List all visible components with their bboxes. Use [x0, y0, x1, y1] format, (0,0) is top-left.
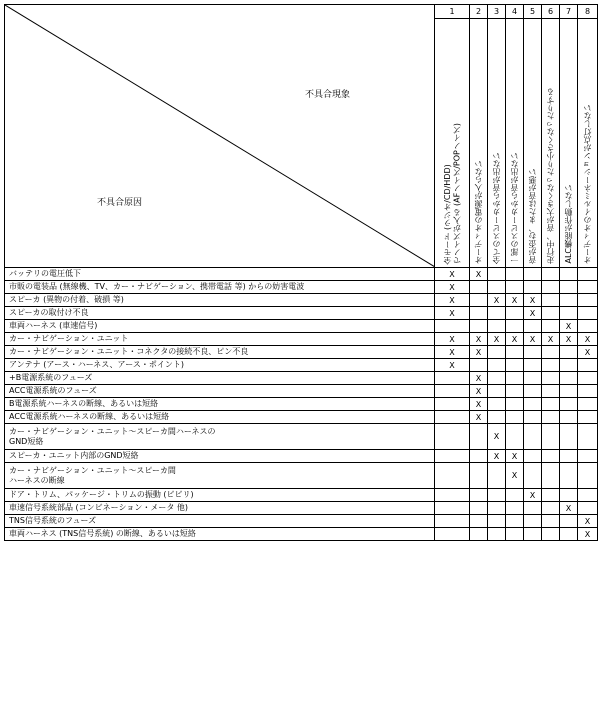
mark-cell-col-5: X	[524, 307, 542, 320]
mark-cell-col-5	[524, 398, 542, 411]
mark-cell-col-6	[542, 515, 560, 528]
mark-cell-col-3	[488, 515, 506, 528]
mark-cell-col-2: X	[470, 268, 488, 281]
mark-cell-col-2	[470, 359, 488, 372]
mark-cell-col-2: X	[470, 333, 488, 346]
mark-cell-col-3	[488, 398, 506, 411]
mark-cell-col-2	[470, 294, 488, 307]
table-row	[5, 268, 598, 281]
phenomenon-2-label: オーディオの電源が入らない	[473, 160, 483, 264]
mark-cell-col-4	[506, 528, 524, 541]
mark-cell-col-2: X	[470, 372, 488, 385]
table-row	[5, 398, 598, 411]
mark-cell-col-5	[524, 450, 542, 463]
cause-cell: 市販の電装品 (無線機、TV、カー・ナビゲーション、携帯電話 等) からの妨害電波	[5, 281, 435, 294]
mark-cell-col-7	[560, 515, 578, 528]
cause-cell: スピーカの取付け不良	[5, 307, 435, 320]
mark-cell-col-4: X	[506, 450, 524, 463]
table-row	[5, 385, 598, 398]
table-row	[5, 450, 598, 463]
mark-cell-col-6	[542, 411, 560, 424]
cause-label: 不具合原因	[97, 198, 143, 208]
mark-cell-col-4: X	[506, 294, 524, 307]
phenomenon-label: 不具合現象	[305, 90, 351, 100]
table-row	[5, 320, 598, 333]
mark-cell-col-8	[578, 398, 598, 411]
mark-cell-col-6: X	[542, 333, 560, 346]
mark-cell-col-1	[435, 489, 470, 502]
mark-cell-col-8	[578, 450, 598, 463]
mark-cell-col-6	[542, 281, 560, 294]
mark-cell-col-2	[470, 450, 488, 463]
mark-cell-col-6	[542, 294, 560, 307]
mark-cell-col-8: X	[578, 333, 598, 346]
mark-cell-col-8	[578, 359, 598, 372]
mark-cell-col-5	[524, 463, 542, 489]
mark-cell-col-1	[435, 320, 470, 333]
mark-cell-col-8	[578, 385, 598, 398]
mark-cell-col-2	[470, 307, 488, 320]
mark-cell-col-6	[542, 502, 560, 515]
mark-cell-col-3: X	[488, 294, 506, 307]
table-row	[5, 502, 598, 515]
mark-cell-col-5: X	[524, 294, 542, 307]
mark-cell-col-5	[524, 515, 542, 528]
mark-cell-col-4	[506, 359, 524, 372]
mark-cell-col-5	[524, 320, 542, 333]
mark-cell-col-7	[560, 294, 578, 307]
mark-cell-col-7	[560, 281, 578, 294]
table-row	[5, 359, 598, 372]
mark-cell-col-7	[560, 307, 578, 320]
mark-cell-col-6	[542, 268, 560, 281]
column-label-cell-8	[578, 19, 598, 268]
mark-cell-col-7	[560, 398, 578, 411]
cause-cell: B電源系統ハーネスの断線、あるいは短絡	[5, 398, 435, 411]
mark-cell-col-2	[470, 489, 488, 502]
mark-cell-col-1	[435, 463, 470, 489]
mark-cell-col-7	[560, 463, 578, 489]
mark-cell-col-6	[542, 385, 560, 398]
mark-cell-col-1	[435, 502, 470, 515]
cause-cell: TNS信号系統のフューズ	[5, 515, 435, 528]
mark-cell-col-5	[524, 502, 542, 515]
mark-cell-col-4	[506, 411, 524, 424]
mark-cell-col-7	[560, 346, 578, 359]
mark-cell-col-7	[560, 372, 578, 385]
mark-cell-col-8	[578, 424, 598, 450]
diagonal-divider	[5, 5, 435, 267]
cause-cell: ACC電源系統ハーネスの断線、あるいは短絡	[5, 411, 435, 424]
mark-cell-col-4	[506, 385, 524, 398]
mark-cell-col-3	[488, 320, 506, 333]
phenomenon-1-label: 全モード (ラジオ/CD/HDD) でノイズが入る (AFノイズ/POPノイズ)	[442, 122, 461, 264]
mark-cell-col-6	[542, 359, 560, 372]
mark-cell-col-5	[524, 268, 542, 281]
mark-cell-col-6	[542, 320, 560, 333]
mark-cell-col-5	[524, 411, 542, 424]
cause-cell: ACC電源系統のフューズ	[5, 385, 435, 398]
mark-cell-col-1: X	[435, 359, 470, 372]
mark-cell-col-2: X	[470, 398, 488, 411]
cause-cell: カー・ナビゲーション・ユニット〜スピーカ間 ハーネスの断線	[5, 463, 435, 489]
mark-cell-col-4	[506, 398, 524, 411]
mark-cell-col-6	[542, 372, 560, 385]
mark-cell-col-1	[435, 450, 470, 463]
column-label-cell-6	[542, 19, 560, 268]
mark-cell-col-8: X	[578, 515, 598, 528]
table-row	[5, 411, 598, 424]
mark-cell-col-8	[578, 268, 598, 281]
mark-cell-col-7	[560, 385, 578, 398]
table-row	[5, 515, 598, 528]
mark-cell-col-7: X	[560, 502, 578, 515]
mark-cell-col-3	[488, 359, 506, 372]
table-row	[5, 424, 598, 450]
column-number-3: 3	[488, 5, 506, 19]
mark-cell-col-6	[542, 346, 560, 359]
mark-cell-col-4	[506, 515, 524, 528]
mark-cell-col-8	[578, 294, 598, 307]
mark-cell-col-8: X	[578, 528, 598, 541]
mark-cell-col-3: X	[488, 450, 506, 463]
mark-cell-col-8: X	[578, 346, 598, 359]
table-row	[5, 281, 598, 294]
mark-cell-col-3	[488, 528, 506, 541]
mark-cell-col-7: X	[560, 333, 578, 346]
mark-cell-col-3	[488, 411, 506, 424]
mark-cell-col-5	[524, 424, 542, 450]
mark-cell-col-5: X	[524, 333, 542, 346]
column-number-2: 2	[470, 5, 488, 19]
mark-cell-col-1: X	[435, 268, 470, 281]
table-row	[5, 463, 598, 489]
mark-cell-col-4	[506, 320, 524, 333]
mark-cell-col-4	[506, 268, 524, 281]
mark-cell-col-5	[524, 528, 542, 541]
troubleshooting-matrix	[4, 4, 598, 541]
phenomenon-5-label: 音が歪む、または音が悪い	[527, 168, 537, 264]
cause-cell: +B電源系統のフューズ	[5, 372, 435, 385]
column-label-cell-4	[506, 19, 524, 268]
matrix-body	[5, 5, 598, 541]
mark-cell-col-6	[542, 450, 560, 463]
mark-cell-col-1	[435, 398, 470, 411]
mark-cell-col-8	[578, 489, 598, 502]
mark-cell-col-1	[435, 385, 470, 398]
mark-cell-col-5	[524, 346, 542, 359]
column-number-1: 1	[435, 5, 470, 19]
table-row	[5, 307, 598, 320]
column-label-cell-2	[470, 19, 488, 268]
mark-cell-col-3	[488, 307, 506, 320]
mark-cell-col-8	[578, 372, 598, 385]
cause-cell: ドア・トリム、パッケージ・トリムの振動 (ビビリ)	[5, 489, 435, 502]
table-row	[5, 372, 598, 385]
mark-cell-col-3	[488, 489, 506, 502]
mark-cell-col-3	[488, 502, 506, 515]
mark-cell-col-2	[470, 463, 488, 489]
table-row	[5, 489, 598, 502]
column-number-5: 5	[524, 5, 542, 19]
mark-cell-col-7	[560, 424, 578, 450]
mark-cell-col-5	[524, 281, 542, 294]
table-row	[5, 346, 598, 359]
mark-cell-col-1: X	[435, 333, 470, 346]
mark-cell-col-4	[506, 502, 524, 515]
cause-cell: アンテナ (アース・ハーネス、アース・ポイント)	[5, 359, 435, 372]
mark-cell-col-6	[542, 398, 560, 411]
mark-cell-col-2	[470, 320, 488, 333]
mark-cell-col-3: X	[488, 424, 506, 450]
cause-cell: スピーカ (異物の付着、破損 等)	[5, 294, 435, 307]
mark-cell-col-3: X	[488, 333, 506, 346]
cause-cell: カー・ナビゲーション・ユニット〜スピーカ間ハーネスの GND短絡	[5, 424, 435, 450]
mark-cell-col-4	[506, 489, 524, 502]
mark-cell-col-8	[578, 281, 598, 294]
mark-cell-col-4: X	[506, 463, 524, 489]
mark-cell-col-2: X	[470, 411, 488, 424]
mark-cell-col-4	[506, 307, 524, 320]
mark-cell-col-3	[488, 463, 506, 489]
column-label-cell-5	[524, 19, 542, 268]
mark-cell-col-3	[488, 385, 506, 398]
column-label-cell-3	[488, 19, 506, 268]
phenomenon-4-label: 一部のスピーカから音が出ない	[509, 152, 519, 264]
mark-cell-col-2	[470, 502, 488, 515]
column-number-8: 8	[578, 5, 598, 19]
column-number-7: 7	[560, 5, 578, 19]
mark-cell-col-7	[560, 489, 578, 502]
cause-cell: カー・ナビゲーション・ユニット	[5, 333, 435, 346]
mark-cell-col-2	[470, 528, 488, 541]
phenomenon-7-label: ALC機能が作動しない	[563, 184, 573, 264]
mark-cell-col-4	[506, 281, 524, 294]
mark-cell-col-3	[488, 346, 506, 359]
column-label-cell-1	[435, 19, 470, 268]
mark-cell-col-8	[578, 411, 598, 424]
mark-cell-col-3	[488, 281, 506, 294]
mark-cell-col-8	[578, 463, 598, 489]
table-row	[5, 333, 598, 346]
mark-cell-col-8	[578, 307, 598, 320]
cause-cell: スピーカ・ユニット内部のGND短絡	[5, 450, 435, 463]
mark-cell-col-4	[506, 372, 524, 385]
mark-cell-col-1	[435, 372, 470, 385]
mark-cell-col-6	[542, 528, 560, 541]
mark-cell-col-1: X	[435, 294, 470, 307]
mark-cell-col-4	[506, 424, 524, 450]
mark-cell-col-4	[506, 346, 524, 359]
column-number-row	[5, 5, 598, 19]
mark-cell-col-3	[488, 268, 506, 281]
mark-cell-col-1	[435, 424, 470, 450]
column-label-cell-7	[560, 19, 578, 268]
mark-cell-col-6	[542, 307, 560, 320]
mark-cell-col-8	[578, 320, 598, 333]
mark-cell-col-4: X	[506, 333, 524, 346]
cause-cell: 車両ハーネス (車速信号)	[5, 320, 435, 333]
mark-cell-col-2: X	[470, 385, 488, 398]
table-row	[5, 294, 598, 307]
mark-cell-col-7	[560, 411, 578, 424]
mark-cell-col-2: X	[470, 346, 488, 359]
mark-cell-col-1: X	[435, 346, 470, 359]
mark-cell-col-7: X	[560, 320, 578, 333]
mark-cell-col-7	[560, 450, 578, 463]
mark-cell-col-1	[435, 515, 470, 528]
mark-cell-col-1	[435, 411, 470, 424]
column-number-4: 4	[506, 5, 524, 19]
phenomenon-6-label: 走行中、音が大きくなったり小さくなったりする	[545, 88, 555, 264]
phenomenon-3-label: 全てのスピーカから音が出ない	[491, 152, 501, 264]
mark-cell-col-3	[488, 372, 506, 385]
cause-cell: 車速信号系統部品 (コンビネーション・メータ 他)	[5, 502, 435, 515]
mark-cell-col-6	[542, 463, 560, 489]
mark-cell-col-7	[560, 528, 578, 541]
mark-cell-col-2	[470, 281, 488, 294]
mark-cell-col-5: X	[524, 489, 542, 502]
mark-cell-col-2	[470, 515, 488, 528]
mark-cell-col-1	[435, 528, 470, 541]
mark-cell-col-5	[524, 359, 542, 372]
mark-cell-col-1: X	[435, 307, 470, 320]
column-number-6: 6	[542, 5, 560, 19]
phenomenon-8-label: オーディオのイルミネーションが点灯しない	[582, 104, 592, 264]
mark-cell-col-5	[524, 385, 542, 398]
mark-cell-col-6	[542, 424, 560, 450]
mark-cell-col-7	[560, 268, 578, 281]
mark-cell-col-8	[578, 502, 598, 515]
mark-cell-col-7	[560, 359, 578, 372]
cause-cell: バッテリの電圧低下	[5, 268, 435, 281]
mark-cell-col-1: X	[435, 281, 470, 294]
header-corner-cell	[5, 5, 435, 268]
cause-cell: カー・ナビゲーション・ユニット・コネクタの接続不良、ピン不良	[5, 346, 435, 359]
mark-cell-col-2	[470, 424, 488, 450]
mark-cell-col-5	[524, 372, 542, 385]
cause-cell: 車両ハーネス (TNS信号系統) の断線、あるいは短絡	[5, 528, 435, 541]
mark-cell-col-6	[542, 489, 560, 502]
table-row	[5, 528, 598, 541]
